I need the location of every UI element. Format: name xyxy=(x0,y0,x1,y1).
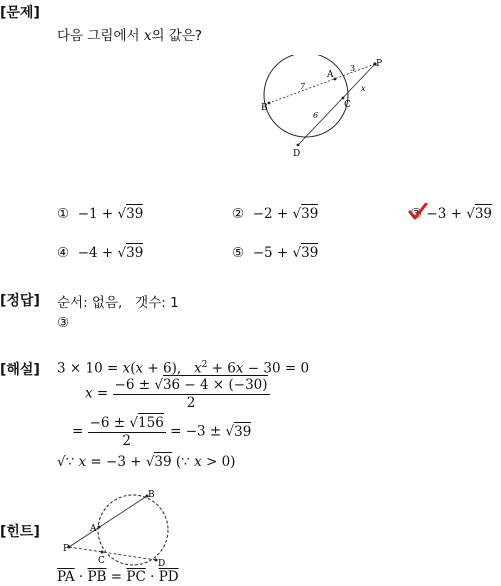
sol1-e: + 6), xyxy=(143,360,195,377)
sol2-var: x xyxy=(85,385,93,402)
choice-5-number: ⑤ xyxy=(232,245,245,261)
question-post: 의 값은? xyxy=(151,28,203,44)
sol3-tail-rad: 39 xyxy=(234,423,252,440)
answer-value: ③ xyxy=(57,315,70,331)
sol3-eq: = xyxy=(72,423,88,440)
answer-info: 순서: 없음, 갯수: 1 xyxy=(57,295,179,311)
hint-pc: $\overline{PC}$ xyxy=(126,569,146,585)
label-b: B xyxy=(261,103,268,113)
choice-4-number: ④ xyxy=(57,245,70,261)
hint-secant-pb xyxy=(69,496,147,547)
choice-3-radicand: 39 xyxy=(474,206,492,222)
choice-3-number-wrap xyxy=(410,206,422,222)
hint-point-c xyxy=(101,551,104,554)
choice-4-value: −4 + xyxy=(77,245,118,261)
hint-pb: $\overline{PB}$ xyxy=(87,569,107,585)
hint-point-a xyxy=(98,526,101,529)
sol2-den: 2 xyxy=(186,395,196,411)
hint-figure xyxy=(60,487,175,577)
hint-label-b: B xyxy=(148,490,155,500)
sol4-rad: 39 xyxy=(154,454,172,470)
choice-5[interactable]: ⑤ −5 + √39 xyxy=(232,245,319,261)
sol1-c: ( xyxy=(130,360,136,377)
answer-section-label: [정답] xyxy=(0,293,40,309)
sol3-tail: = −3 ± xyxy=(165,423,226,440)
choice-4[interactable]: ④ −4 + √39 xyxy=(57,245,144,261)
problem-figure xyxy=(255,55,390,160)
hint-dot-1: · xyxy=(74,569,88,585)
label-c: C xyxy=(344,100,351,110)
question-var: x xyxy=(143,28,152,44)
question-text xyxy=(57,24,202,44)
sol4-a: = −3 + xyxy=(86,454,146,470)
hint-label-p: P xyxy=(63,544,70,554)
secant-pb xyxy=(269,64,375,103)
sol2-eq: = xyxy=(92,385,113,402)
check-mark-icon xyxy=(408,203,428,221)
sol1-h: + 6 xyxy=(207,360,236,377)
solution-line-2 xyxy=(85,377,270,411)
label-p: P xyxy=(376,59,383,69)
label-a: A xyxy=(327,70,334,80)
sol4-var2: x xyxy=(194,454,202,470)
choice-1[interactable]: ① −1 + √39 xyxy=(57,206,144,222)
sol2-fraction: $\frac{-6 \pm √36 - 4 \times (-30)}{2}$ xyxy=(114,377,268,411)
choice-3-value: −3 + xyxy=(426,206,467,222)
hint-label-d: D xyxy=(158,559,166,569)
length-pa: 3 xyxy=(350,64,356,73)
sol3-num-rad: 156 xyxy=(138,415,164,431)
choice-1-value: −1 + xyxy=(77,206,118,222)
solution-line-4: √∵ x = −3 + √39 (∵ x > 0) xyxy=(57,454,236,470)
sol4-sym: √∵ xyxy=(57,454,79,470)
choice-5-value: −5 + xyxy=(252,245,293,261)
sol3-num-a: −6 ± xyxy=(89,415,130,431)
point-c xyxy=(342,97,345,100)
hint-dot-2: · xyxy=(145,569,159,585)
point-d xyxy=(297,144,300,147)
sol4-c: > 0) xyxy=(201,454,236,470)
hint-label-c: C xyxy=(98,556,105,566)
sol2-num-a: −6 ± xyxy=(114,377,155,393)
choice-1-number: ① xyxy=(57,206,70,222)
choice-2-number: ② xyxy=(232,206,245,222)
length-ab: 7 xyxy=(300,82,306,91)
choice-5-radicand: 39 xyxy=(301,245,319,261)
hint-label-a: A xyxy=(90,524,97,534)
choice-4-radicand: 39 xyxy=(126,245,144,261)
sol1-a: 3 × 10 = xyxy=(57,360,123,377)
hint-eq: = xyxy=(106,569,127,585)
sol1-d: x xyxy=(135,360,144,377)
secant-pd xyxy=(298,64,375,145)
solution-line-3: = $\frac{-6 \pm √156}{2}$ = −3 ± √39 xyxy=(72,415,252,449)
choice-3-number: ③ xyxy=(410,206,423,222)
choice-2-radicand: 39 xyxy=(301,206,319,222)
solution-section-label: [해설] xyxy=(0,362,40,378)
hint-section-label: [힌트] xyxy=(0,524,40,540)
sol3-fraction: $\frac{-6 \pm √156}{2}$ xyxy=(89,415,164,449)
sol1-b: x xyxy=(122,360,131,377)
length-cd: 6 xyxy=(313,111,319,120)
hint-pd: $\overline{PD}$ xyxy=(158,569,179,585)
hint-pa: $\overline{PA}$ xyxy=(57,569,75,585)
sol4-var: x xyxy=(78,454,87,470)
choice-2[interactable]: ② −2 + √39 xyxy=(232,206,319,222)
sol1-j: − 30 = 0 xyxy=(243,360,310,377)
hint-formula xyxy=(57,569,179,585)
point-b xyxy=(268,102,271,105)
problem-section-label: [문제] xyxy=(0,5,40,21)
sol4-b: (∵ xyxy=(171,454,195,470)
question-pre: 다음 그림에서 xyxy=(57,28,144,44)
sol2-num-rad: 36 − 4 × (−30) xyxy=(162,377,268,393)
label-d: D xyxy=(293,149,301,159)
sol1-g: 2 xyxy=(201,360,208,370)
problem-circle xyxy=(264,55,348,137)
sol3-den: 2 xyxy=(122,433,131,449)
choice-2-value: −2 + xyxy=(252,206,293,222)
point-a xyxy=(334,78,337,81)
length-pc: x xyxy=(361,84,366,93)
sol1-i: x xyxy=(235,360,244,377)
choice-1-radicand: 39 xyxy=(126,206,144,222)
sol1-f: x xyxy=(194,360,202,377)
choice-3[interactable]: ③ −3 + √39 xyxy=(410,206,492,222)
